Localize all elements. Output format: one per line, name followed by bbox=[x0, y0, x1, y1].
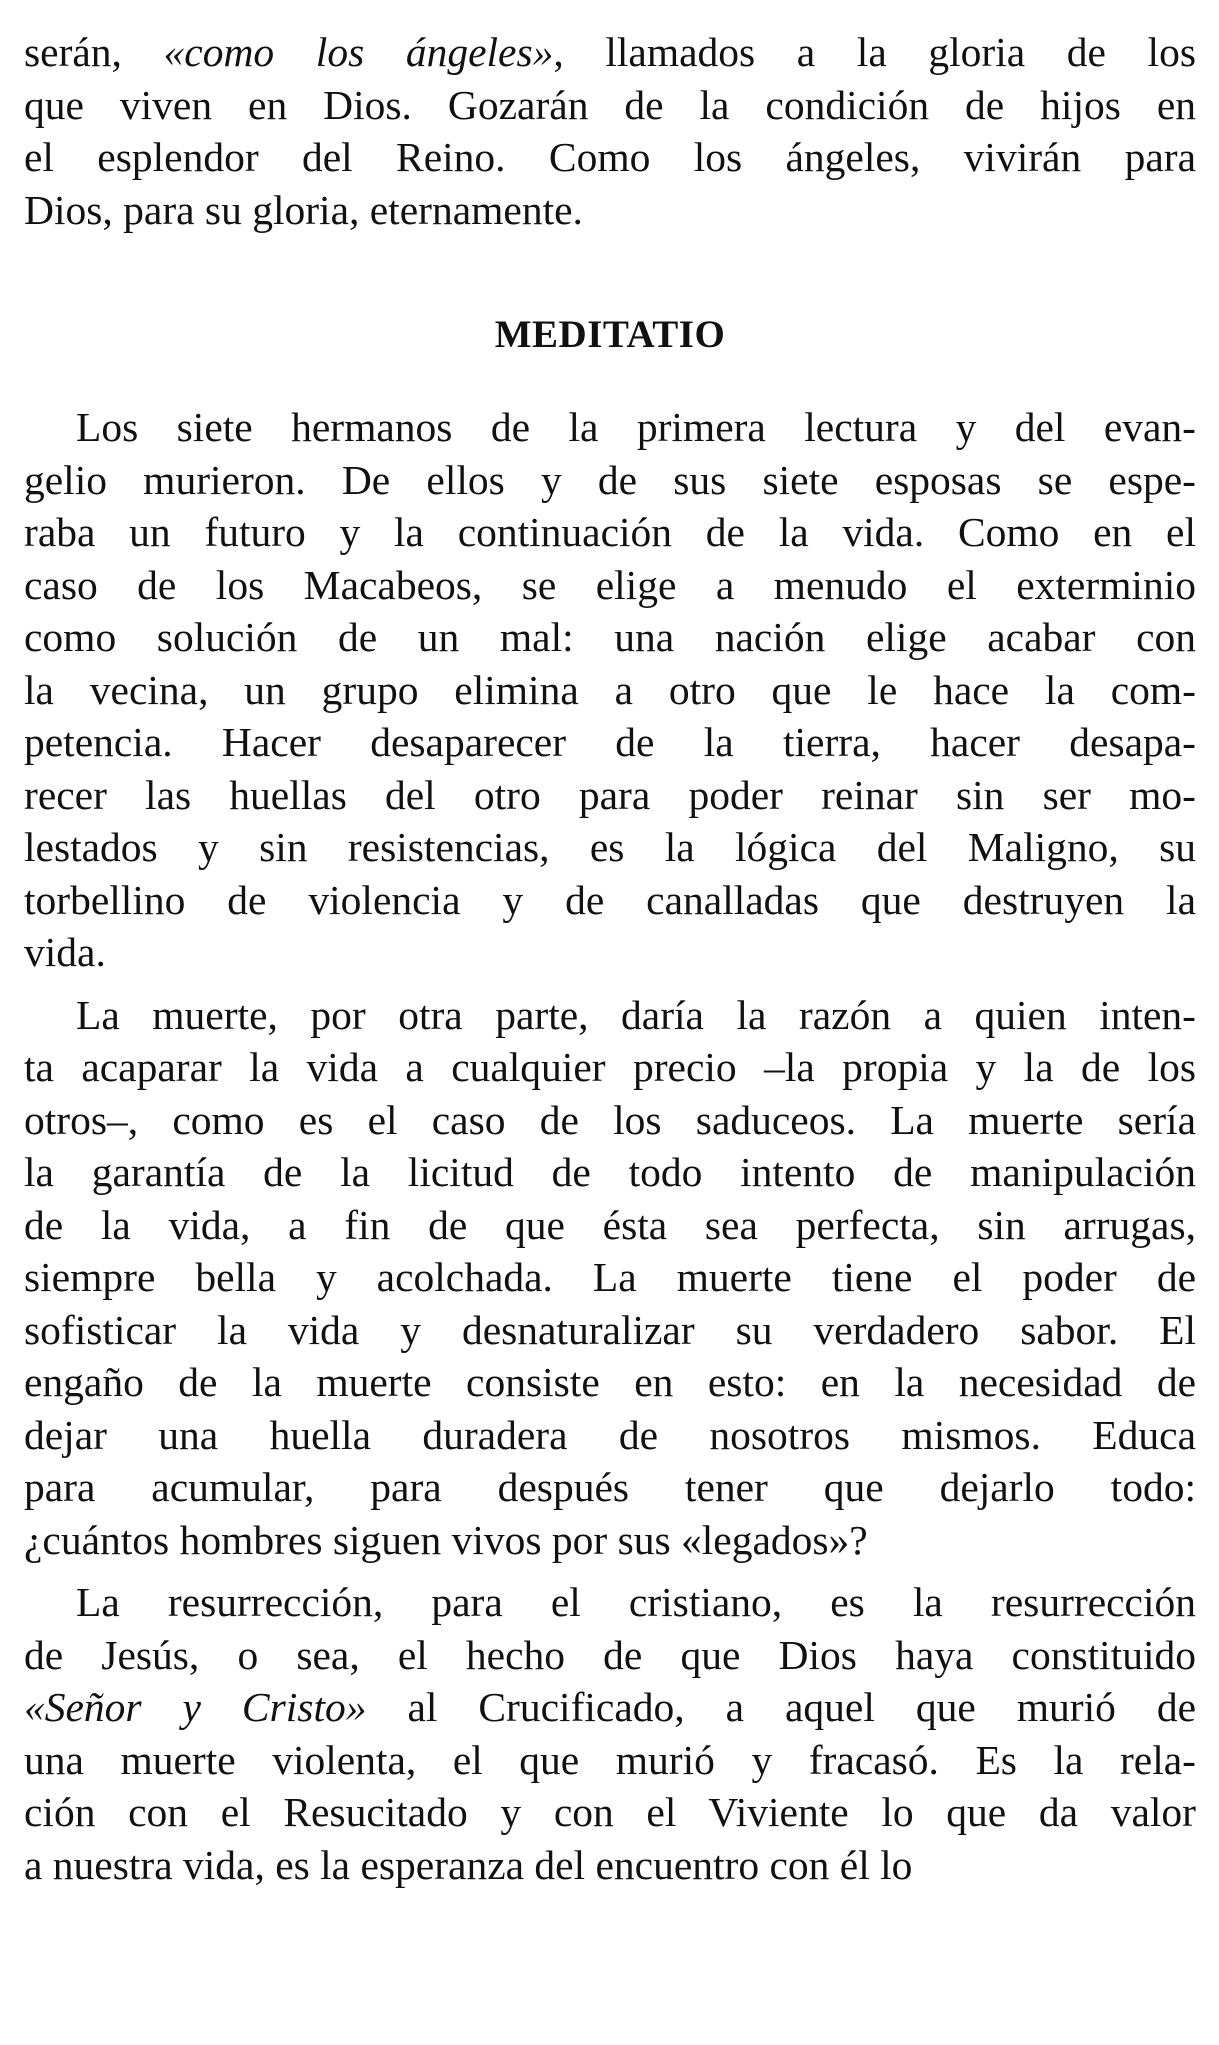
text-run: que viven en Dios. Gozarán de la condición de hijos en bbox=[24, 81, 1196, 128]
text-line bbox=[24, 716, 1196, 769]
text-line bbox=[24, 1681, 1196, 1734]
text-run: como solución de un mal: una nación elige acabar con bbox=[24, 614, 1196, 660]
text-line bbox=[24, 769, 1196, 822]
text-run: torbellino de violencia y de canalladas que destruyen la bbox=[24, 876, 1196, 923]
book-page bbox=[24, 26, 1196, 1891]
text-run: Dios, para su gloria, eternamente. bbox=[24, 186, 583, 233]
section-heading: MEDITATIO bbox=[494, 313, 726, 356]
text-line bbox=[24, 79, 1196, 132]
text-line bbox=[24, 1094, 1196, 1147]
text-line bbox=[24, 821, 1196, 874]
text-run: otros–, como es el caso de los saduceos. La muerte sería bbox=[24, 1096, 1196, 1143]
text-run: recer las huellas del otro para poder reinar sin ser mo- bbox=[24, 771, 1196, 818]
text-run: petencia. Hacer desaparecer de la tierra, hacer desapa- bbox=[24, 719, 1196, 765]
text-line bbox=[24, 664, 1196, 717]
text-line bbox=[24, 874, 1196, 927]
text-run: dejar una huella duradera de nosotros mismos. Educa bbox=[24, 1411, 1196, 1458]
text-line bbox=[24, 26, 1196, 79]
text-line bbox=[24, 1734, 1196, 1787]
text-line bbox=[24, 559, 1196, 612]
text-run: lestados y sin resistencias, es la lógica del Maligno, su bbox=[24, 824, 1196, 870]
text-run: La resurrección, para el cristiano, es la resurrección bbox=[76, 1579, 1196, 1625]
opening-paragraph bbox=[24, 26, 1196, 236]
text-run: al Crucificado, a aquel que murió de bbox=[366, 1684, 1196, 1730]
body-paragraph bbox=[24, 1576, 1196, 1891]
body-paragraph bbox=[24, 989, 1196, 1567]
text-run: la vecina, un grupo elimina a otro que le hace la com- bbox=[24, 666, 1196, 713]
text-run: «Señor y Cristo» bbox=[24, 1684, 367, 1730]
text-run: gelio murieron. De ellos y de sus siete esposas se espe- bbox=[24, 456, 1196, 503]
text-run: «como los ángeles» bbox=[163, 29, 554, 75]
text-line bbox=[24, 131, 1196, 184]
text-line bbox=[24, 1461, 1196, 1514]
text-run: ta acaparar la vida a cualquier precio –la propia y la de los bbox=[24, 1044, 1196, 1090]
text-line bbox=[24, 506, 1196, 559]
text-line bbox=[24, 1041, 1196, 1094]
text-line bbox=[24, 184, 1196, 237]
text-line bbox=[24, 454, 1196, 507]
text-run: ción con el Resucitado y con el Viviente lo que da valor bbox=[24, 1789, 1196, 1835]
text-line bbox=[24, 1251, 1196, 1304]
text-line bbox=[24, 1356, 1196, 1409]
text-run: el esplendor del Reino. Como los ángeles, vivirán para bbox=[24, 134, 1196, 180]
text-line bbox=[24, 1786, 1196, 1839]
text-run: para acumular, para después tener que dejarlo todo: bbox=[24, 1464, 1196, 1510]
text-line bbox=[24, 1576, 1196, 1629]
text-run: , llamados a la gloria de los bbox=[553, 29, 1196, 75]
body-paragraph bbox=[24, 401, 1196, 979]
text-run: Los siete hermanos de la primera lectura y del evan- bbox=[76, 404, 1196, 450]
text-line bbox=[24, 989, 1196, 1042]
text-run: a nuestra vida, es la esperanza del encuentro con él lo bbox=[24, 1841, 913, 1888]
text-run: sofisticar la vida y desnaturalizar su verdadero sabor. El bbox=[24, 1306, 1196, 1353]
text-run: de Jesús, o sea, el hecho de que Dios haya constituido bbox=[24, 1631, 1196, 1678]
text-run: de la vida, a fin de que ésta sea perfecta, sin arrugas, bbox=[24, 1201, 1196, 1248]
text-line bbox=[24, 1409, 1196, 1462]
text-run: la garantía de la licitud de todo intento de manipulación bbox=[24, 1149, 1196, 1195]
text-run: siempre bella y acolchada. La muerte tiene el poder de bbox=[24, 1254, 1196, 1300]
text-run: engaño de la muerte consiste en esto: en la necesidad de bbox=[24, 1359, 1196, 1405]
text-run: raba un futuro y la continuación de la vida. Como en el bbox=[24, 509, 1196, 555]
text-line bbox=[24, 1199, 1196, 1252]
text-line bbox=[24, 1839, 1196, 1892]
text-run: caso de los Macabeos, se elige a menudo el exterminio bbox=[24, 561, 1196, 608]
text-line bbox=[24, 1629, 1196, 1682]
text-line bbox=[24, 1304, 1196, 1357]
text-run: serán, bbox=[24, 29, 164, 75]
text-line bbox=[24, 926, 1196, 979]
text-line bbox=[24, 1146, 1196, 1199]
text-run: vida. bbox=[24, 929, 106, 975]
text-line bbox=[24, 611, 1196, 664]
text-run: ¿cuántos hombres siguen vivos por sus «legados»? bbox=[24, 1516, 868, 1563]
text-line bbox=[24, 401, 1196, 454]
text-run: una muerte violenta, el que murió y fracasó. Es la rela- bbox=[24, 1736, 1196, 1783]
text-run: La muerte, por otra parte, daría la razón a quien inten- bbox=[76, 991, 1196, 1038]
text-line bbox=[24, 1514, 1196, 1567]
